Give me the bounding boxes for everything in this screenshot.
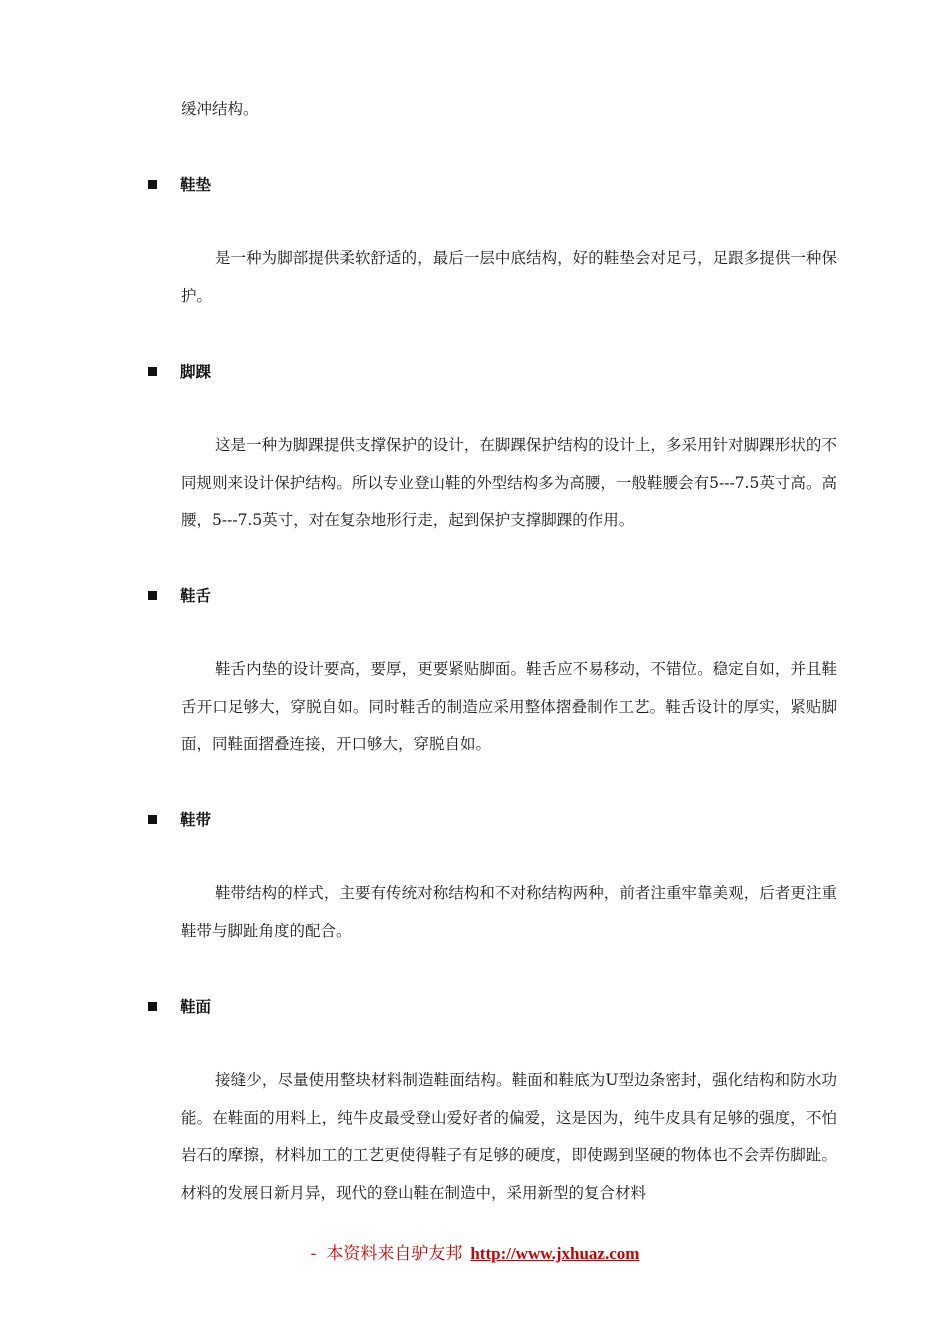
section-body-ankle: 这是一种为脚踝提供支撑保护的设计，在脚踝保护结构的设计上，多采用针对脚踝形状的不同规则来设计保护结构。所以专业登山鞋的外型结构多为高腰，一般鞋腰会有5---7.5英寸高。高腰，5---7.5英寸，对在复杂地形行走，起到保护支撑脚踝的作用。 (181, 436, 837, 529)
square-bullet-icon (148, 180, 157, 189)
footer-dash: - (310, 1244, 317, 1264)
section-heading-laces (148, 807, 211, 831)
footer-url-link[interactable]: http://www.jxhuaz.com (470, 1244, 640, 1263)
section-body-insole: 是一种为脚部提供柔软舒适的，最后一层中底结构，好的鞋垫会对足弓，足跟多提供一种保护。 (181, 249, 837, 305)
section-body-laces: 鞋带结构的样式，主要有传统对称结构和不对称结构两种，前者注重牢靠美观，后者更注重鞋带与脚趾角度的配合。 (181, 884, 837, 940)
section-heading-label: 鞋带 (180, 811, 212, 829)
section-heading-ankle (148, 359, 211, 383)
page-footer (0, 1239, 950, 1264)
section-heading-label: 脚踝 (180, 363, 212, 381)
square-bullet-icon (148, 367, 157, 376)
section-body-tongue: 鞋舌内垫的设计要高，要厚，更要紧贴脚面。鞋舌应不易移动，不错位。稳定自如，并且鞋舌开口足够大，穿脱自如。同时鞋舌的制造应采用整体摺叠制作工艺。鞋舌设计的厚实，紧贴脚面，同鞋面摺叠连接，开口够大，穿脱自如。 (181, 660, 837, 753)
square-bullet-icon (148, 1002, 157, 1011)
section-heading-label: 鞋面 (180, 998, 212, 1016)
section-heading-label: 鞋舌 (180, 587, 212, 605)
section-body-upper: 接缝少，尽量使用整块材料制造鞋面结构。鞋面和鞋底为U型边条密封，强化结构和防水功能。在鞋面的用料上，纯牛皮最受登山爱好者的偏爱，这是因为，纯牛皮具有足够的强度，不怕岩石的摩擦，材料加工的工艺更使得鞋子有足够的硬度，即使踢到坚硬的物体也不会弄伤脚趾。材料的发展日新月异，现代的登山鞋在制造中，采用新型的复合材料 (181, 1071, 837, 1202)
intro-tail-paragraph: 缓冲结构。 (181, 100, 259, 118)
square-bullet-icon (148, 815, 157, 824)
section-heading-label: 鞋垫 (180, 176, 212, 194)
section-heading-upper (148, 994, 211, 1018)
square-bullet-icon (148, 591, 157, 600)
section-heading-insole (148, 172, 211, 196)
section-heading-tongue (148, 583, 211, 607)
footer-source-text: 本资料来自驴友邦 (326, 1244, 463, 1264)
